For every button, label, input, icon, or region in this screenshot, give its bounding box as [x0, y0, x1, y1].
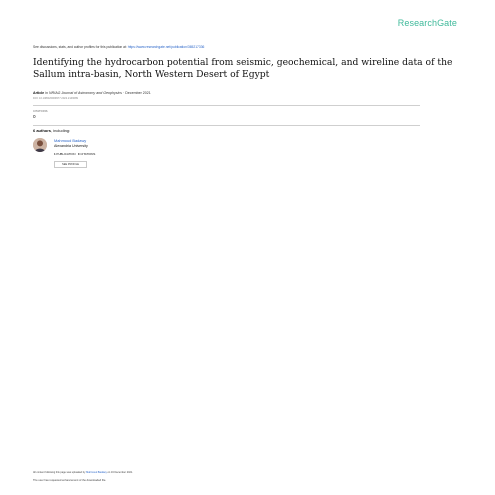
in-label: in	[45, 91, 48, 95]
authors-summary	[33, 128, 70, 133]
author-citations-count: 0	[77, 152, 80, 156]
publication-date: December 2021	[125, 91, 151, 95]
upload-note	[33, 471, 133, 474]
paper-meta	[33, 91, 151, 95]
publications-label: PUBLICATION	[56, 152, 76, 156]
upload-note-prefix: All content following this page was uploaded by	[33, 471, 86, 474]
author-card	[33, 138, 233, 178]
see-profile-button[interactable]: SEE PROFILE	[54, 161, 87, 168]
publications-count: 1	[54, 152, 56, 156]
meta-separator: ·	[122, 91, 125, 95]
avatar[interactable]	[33, 138, 47, 152]
citations-label: CITATIONS	[33, 109, 48, 113]
publication-url-link[interactable]: https://www.researchgate.net/publication/365217336	[127, 45, 205, 49]
researchgate-logo[interactable]: ResearchGate	[397, 18, 457, 28]
uploader-link[interactable]: Mahmoud Badawy	[86, 471, 107, 474]
paper-title: Identifying the hydrocarbon potential from seismic, geochemical, and wireline data of the Sallum intra-basin, North Western Desert of Egypt	[33, 57, 453, 80]
enhancement-note: The user has requested enhancement of the downloaded file.	[33, 479, 107, 482]
journal-name: NRIAG Journal of Astronomy and Geophysics	[49, 91, 122, 95]
author-name-link[interactable]: Mahmoud Badawy	[54, 138, 87, 143]
avatar-photo-icon	[33, 138, 47, 152]
disclosure-text: See discussions, stats, and author profiles for this publication at:	[33, 45, 127, 49]
author-stats	[54, 152, 95, 156]
authors-count: 6 authors	[33, 128, 52, 133]
upload-note-suffix: on 16 December 2021.	[107, 471, 133, 474]
article-type: Article	[33, 91, 45, 95]
authors-suffix: , including:	[51, 128, 71, 133]
author-institution: Alexandria University	[54, 144, 88, 148]
divider	[33, 125, 420, 126]
citations-count: 0	[33, 114, 36, 119]
divider	[33, 105, 420, 106]
doi-text: DOI: 10.1080/20909977.2022.2146089	[33, 97, 78, 100]
disclosure-line	[33, 45, 204, 49]
author-citations-label: CITATIONS	[80, 152, 96, 156]
